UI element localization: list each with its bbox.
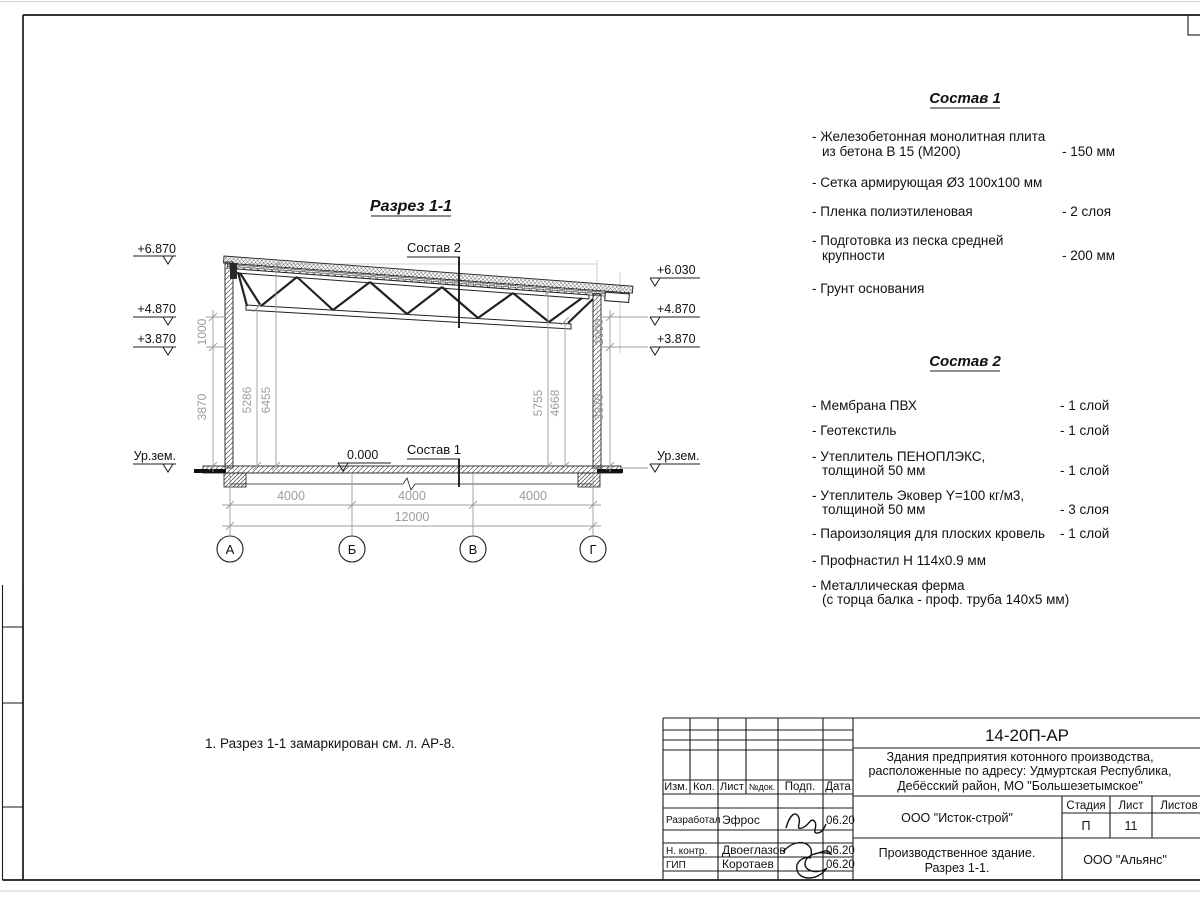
list-value: - 1 слой <box>1060 398 1110 413</box>
dim-6455: 6455 <box>259 386 273 414</box>
sostav2-title: Состав 2 <box>929 353 1001 370</box>
sostav1-list <box>812 90 1115 296</box>
dim-1000-left: 1000 <box>195 318 209 346</box>
left-end-beam <box>230 263 237 279</box>
title-block <box>663 718 1200 880</box>
list-item: крупности <box>822 248 885 263</box>
axis-label-v: В <box>468 542 478 557</box>
stamp-col-ndok: №док. <box>748 782 776 792</box>
section-drawing <box>133 198 700 562</box>
elev-right-4870: +4.870 <box>657 302 696 316</box>
elev-left-3870: +3.870 <box>137 332 176 346</box>
note-text: 1. Разрез 1-1 замаркирован см. л. АР-8. <box>205 736 455 751</box>
list-item: (с торца балка - проф. труба 140x5 мм) <box>822 592 1070 607</box>
axis-label-b: Б <box>347 542 357 557</box>
dim-4000-1: 4000 <box>277 489 305 503</box>
footing-left <box>224 473 246 487</box>
stamp-col-kol: Кол. <box>693 781 715 793</box>
dim-3870-left: 3870 <box>195 393 209 421</box>
dims-horizontal <box>222 474 601 535</box>
footing-right <box>578 473 600 487</box>
stamp-name-ncontrol: Двоеглазов <box>722 843 786 857</box>
stamp-date-developer: 06.20 <box>826 815 855 827</box>
roof-package <box>223 256 633 303</box>
stamp-designer-org: ООО "Исток-строй" <box>901 811 1013 825</box>
stamp-sheet-value: 11 <box>1124 819 1138 833</box>
sostav2-list <box>812 353 1109 607</box>
left-margin-column <box>3 585 24 880</box>
stamp-client-org: ООО "Альянс" <box>1083 853 1167 867</box>
section-title: Разрез 1-1 <box>369 198 453 215</box>
stamp-doc-title-line2: Разрез 1-1. <box>924 861 990 875</box>
truss-bottom-chord <box>246 305 571 329</box>
left-wall <box>225 262 233 468</box>
stamp-name-gip: Коротаев <box>722 857 774 871</box>
zero-level-text: 0.000 <box>347 448 379 462</box>
stamp-date-ncontrol: 06.20 <box>826 845 855 857</box>
stamp-doc-code: 14-20П-АР <box>984 726 1070 745</box>
list-item: толщиной 50 мм <box>822 502 926 517</box>
list-value: - 2 слоя <box>1062 204 1112 219</box>
list-value: - 1 слой <box>1060 423 1110 438</box>
list-item: - Утеплитель ПЕНОПЛЭКС, <box>812 449 986 464</box>
list-item: - Грунт основания <box>812 281 925 296</box>
list-item: - Мембрана ПВХ <box>812 398 917 413</box>
dims-vertical-left <box>195 310 226 472</box>
stamp-project-line1: Здания предприятия котонного производства, <box>886 750 1154 764</box>
stamp-col-data: Дата <box>825 781 851 793</box>
list-item: - Пленка полиэтиленовая <box>812 204 973 219</box>
stamp-project-line3: Дебёсский район, МО "Большезетымское" <box>897 779 1143 793</box>
list-item: - Железобетонная монолитная плита <box>812 129 1046 144</box>
stamp-stage-value: П <box>1081 819 1091 833</box>
list-value: - 1 слой <box>1060 526 1110 541</box>
dim-1000-right: 1000 <box>592 318 606 346</box>
signature-ncontrol <box>783 843 831 878</box>
list-item: толщиной 50 мм <box>822 463 926 478</box>
corner-box <box>1188 15 1200 35</box>
axis-label-a: А <box>225 542 235 557</box>
ground-level-label-right: Ур.зем. <box>657 449 700 463</box>
floor-slab <box>194 466 623 490</box>
list-item: - Сетка армирующая Ø3 100x100 мм <box>812 175 1043 190</box>
stamp-col-izm: Изм. <box>664 781 688 793</box>
callout-sostav2-label: Состав 2 <box>407 240 461 255</box>
stamp-col-podp: Подп. <box>784 781 816 793</box>
elev-right-3870: +3.870 <box>657 332 696 346</box>
list-item: - Пароизоляция для плоских кровель <box>812 526 1046 541</box>
dim-4000-2: 4000 <box>398 489 426 503</box>
list-value: - 150 мм <box>1062 144 1116 159</box>
axis-label-g: Г <box>589 542 597 557</box>
list-value: - 200 мм <box>1062 248 1116 263</box>
stamp-date-gip: 06.20 <box>826 859 855 871</box>
ground-level-label-left: Ур.зем. <box>133 449 176 463</box>
stamp-role-gip: ГИП <box>666 860 686 871</box>
dim-3870-right: 3870 <box>592 393 606 421</box>
elev-right-6030: +6.030 <box>657 263 696 277</box>
stamp-sheet-label: Лист <box>1118 800 1144 812</box>
stamp-role-ncontrol: Н. контр. <box>666 846 708 857</box>
sostav1-title: Состав 1 <box>929 90 1001 107</box>
list-item: - Металлическая ферма <box>812 578 965 593</box>
profiled-deck <box>227 263 628 298</box>
list-item: - Утеплитель Эковер Y=100 кг/м3, <box>812 488 1025 503</box>
list-item: - Подготовка из песка средней <box>812 233 1004 248</box>
elev-left-4870: +4.870 <box>137 302 176 316</box>
elev-left-6870: +6.870 <box>137 242 176 256</box>
stamp-stage-label: Стадия <box>1066 800 1106 812</box>
dim-12000: 12000 <box>394 510 430 524</box>
stamp-role-developer: Разработал <box>666 815 721 826</box>
stamp-doc-title-line1: Производственное здание. <box>878 846 1036 860</box>
list-item: - Геотекстиль <box>812 423 897 438</box>
list-item: - Профнастил Н 114x0.9 мм <box>812 553 986 568</box>
list-item: из бетона В 15 (М200) <box>822 144 961 159</box>
list-value: - 3 слоя <box>1060 502 1110 517</box>
elevation-marks-right <box>650 263 700 472</box>
dim-5286: 5286 <box>240 386 254 414</box>
stamp-project-line2: расположенные по адресу: Удмуртская Республика, <box>868 764 1172 778</box>
list-value: - 1 слой <box>1060 463 1110 478</box>
dim-4668: 4668 <box>548 389 562 417</box>
callout-sostav1 <box>407 442 461 487</box>
callout-sostav1-label: Состав 1 <box>407 442 461 457</box>
edge-beam <box>605 292 630 302</box>
dim-4000-3: 4000 <box>519 489 547 503</box>
stamp-sheets-label: Листов <box>1160 800 1198 812</box>
elevation-marks-left <box>133 242 176 472</box>
dim-5755: 5755 <box>531 389 545 417</box>
axis-bubbles <box>217 536 606 562</box>
stamp-name-developer: Эфрос <box>722 813 760 827</box>
stamp-col-list: Лист <box>720 781 744 793</box>
